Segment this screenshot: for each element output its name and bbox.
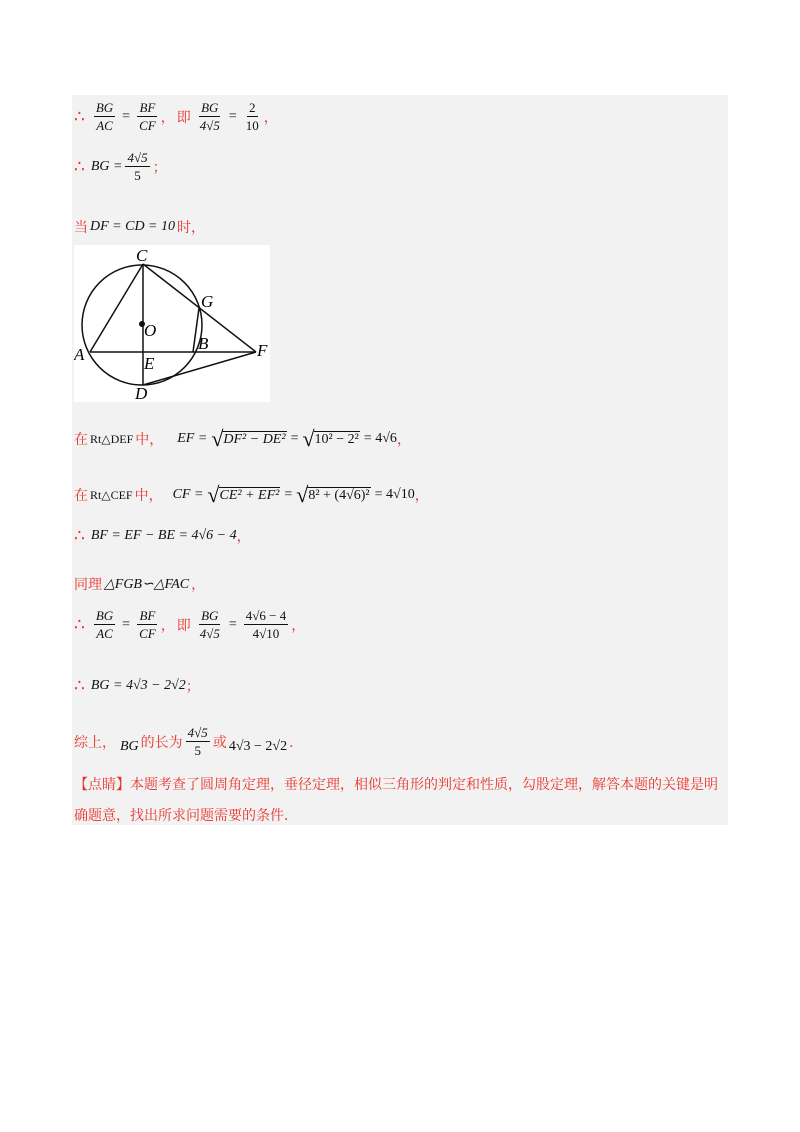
line-ratio-2: ∴ $\frac{BG}{AC}$ = $\frac{BF}{CF}$ ， 即 $\frac{BG}{4√5}$ = $\frac{4√6 - 4}{4√10}$ ， — [74, 608, 306, 641]
fraction-bf-cf: $\frac{BF}{CF}$ — [139, 100, 156, 133]
line-bf-value: ∴ BF = EF − BE = 4√6 − 4 ， — [74, 526, 251, 546]
label-o: O — [144, 321, 157, 340]
line-cf-calc: 在 Rt△CEF 中， CF = √ CE² + EF² = √ 8² + (4√6)² = 4√10 ， — [74, 482, 429, 507]
note-text: 本题考查了圆周角定理，垂径定理，相似三角形的判定和性质，勾股定理，解答本题的关键是明确题意，找出所求问题需要的条件． — [74, 777, 718, 824]
circle-diagram — [74, 245, 270, 402]
geometry-diagram — [74, 245, 270, 402]
note-paragraph — [74, 770, 726, 832]
fraction-4sqrt5-5: $\frac{4√5}{5}$ — [127, 150, 148, 183]
line-ratio-1: ∴ $\frac{BG}{AC}$ = $\frac{BF}{CF}$ ， 即 $\frac{BG}{4√5}$ = $\frac{2}{10}$ ， — [74, 100, 278, 133]
fraction-bg-ac: $\frac{BG}{AC}$ — [95, 100, 114, 133]
label-d: D — [135, 384, 148, 402]
label-g: G — [201, 292, 214, 311]
line-similar: 同理 △FGB∽△FAC ， — [74, 576, 206, 593]
fraction-2-10: $\frac{2}{10}$ — [245, 100, 259, 133]
solution-panel — [72, 95, 728, 825]
line-ef-calc: 在 Rt△DEF 中， EF = √ DF² − DE² = √ 10² − 2² = 4√6 ， — [74, 426, 411, 451]
line-bg-value-1: ∴ BG = $\frac{4√5}{5}$ ； — [74, 150, 167, 183]
fraction-bf-over-cf-values: $\frac{4√6 - 4}{4√10}$ — [245, 608, 287, 641]
label-c: C — [136, 246, 148, 265]
label-a: A — [74, 345, 85, 364]
note-label: 【点睛】 — [74, 777, 130, 793]
fraction-bg-4sqrt5: $\frac{BG}{4√5}$ — [199, 100, 220, 133]
line-case-df-cd: 当 DF = CD = 10 时， — [74, 219, 206, 236]
line-conclusion: 综上， BG 的长为 $\frac{4√5}{5}$ 或 4√3 − 2√2 ． — [74, 725, 304, 758]
label-b: B — [198, 334, 209, 353]
therefore-symbol: ∴ — [74, 106, 85, 127]
label-f: F — [257, 341, 268, 360]
line-bg-value-2: ∴ BG = 4√3 − 2√2 ； — [74, 676, 200, 696]
label-e: E — [144, 354, 155, 373]
